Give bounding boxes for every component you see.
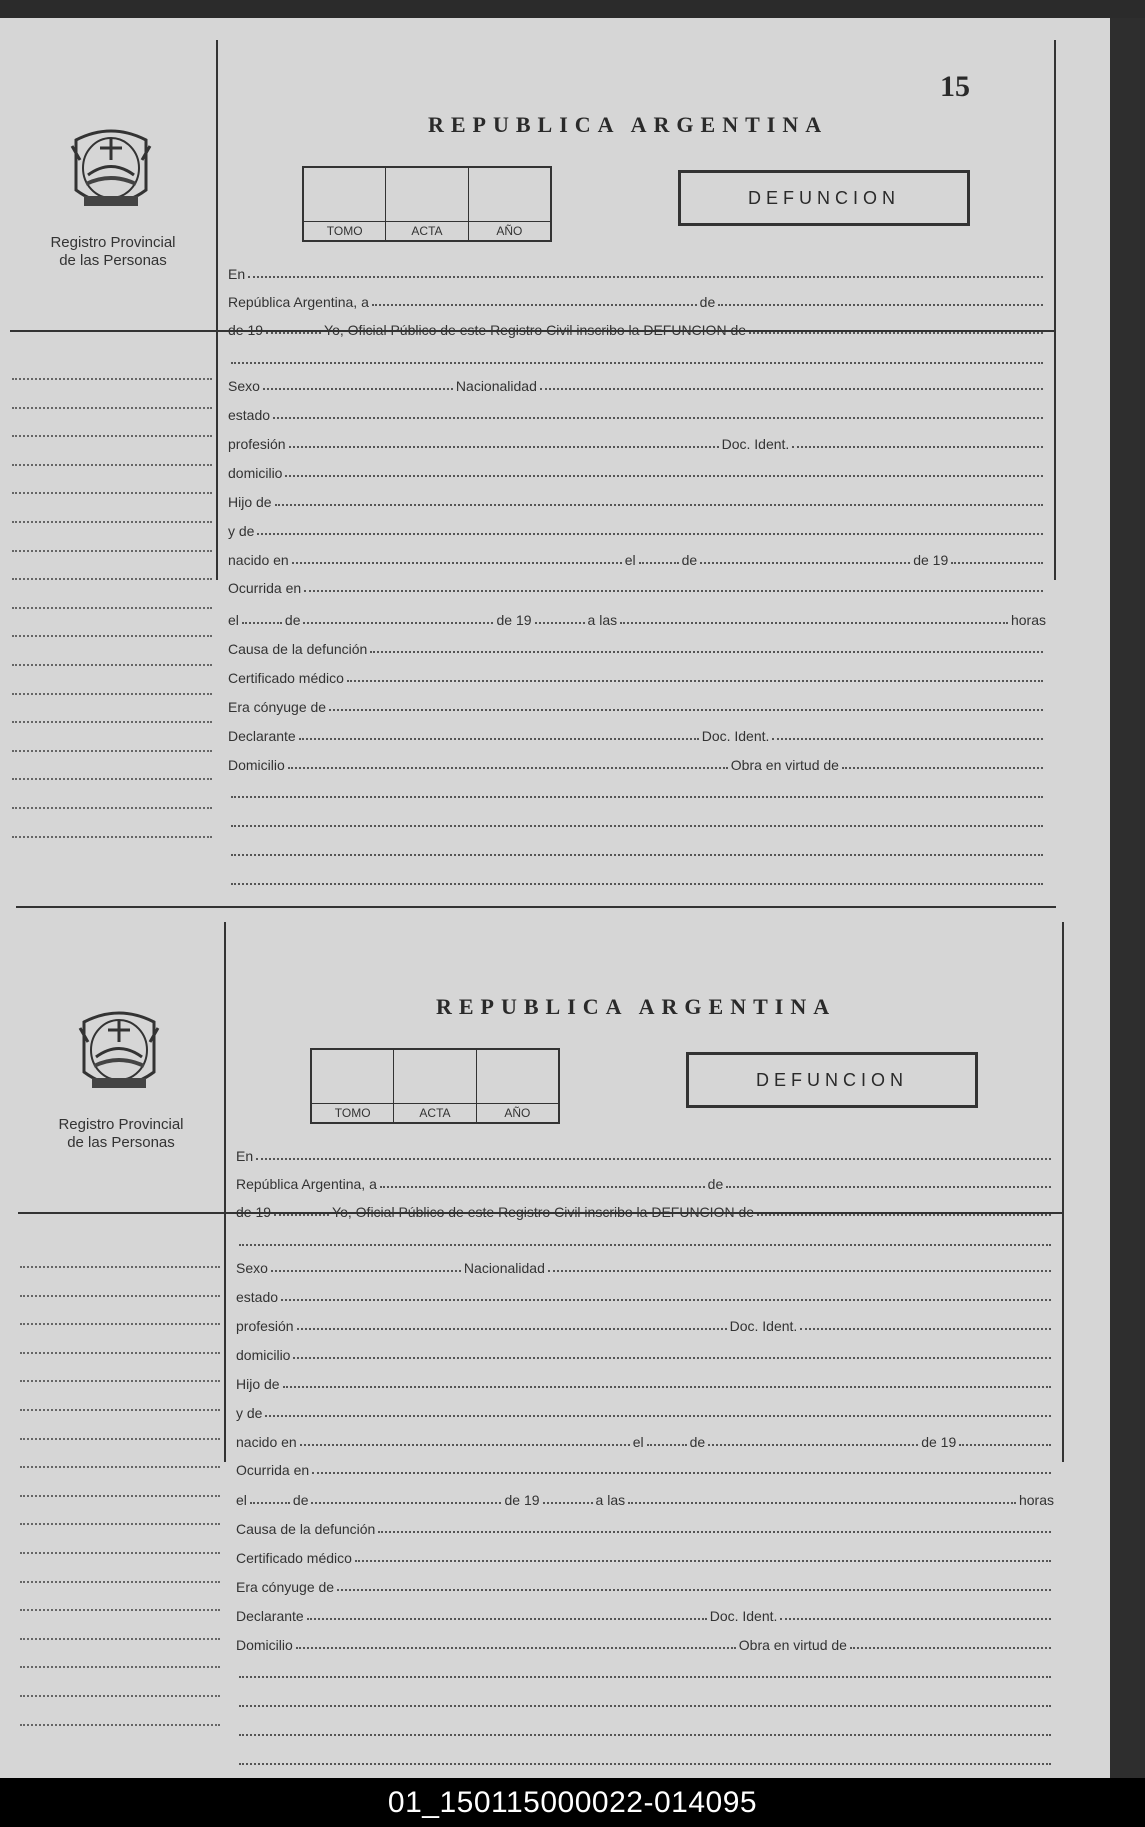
fill-in-line[interactable] bbox=[239, 1763, 1051, 1765]
fill-in-line[interactable] bbox=[266, 332, 321, 334]
fill-in-line[interactable] bbox=[256, 1158, 1051, 1160]
fill-in-line[interactable] bbox=[304, 590, 1043, 592]
form1-margin-line[interactable] bbox=[12, 607, 212, 609]
form2-lower-row-8 bbox=[236, 1720, 1054, 1740]
declarante-label: Declarante bbox=[228, 728, 296, 744]
fill-in-line[interactable] bbox=[303, 622, 493, 624]
fill-in-line[interactable] bbox=[639, 562, 679, 564]
a-las-label: a las bbox=[595, 1492, 626, 1508]
acta-cell[interactable] bbox=[386, 168, 468, 240]
fill-in-line[interactable] bbox=[347, 680, 1043, 682]
form1-margin-line[interactable] bbox=[12, 550, 212, 552]
fill-in-line[interactable] bbox=[250, 1502, 290, 1504]
de19-label: de 19 bbox=[921, 1434, 957, 1450]
de19-label: de 19 bbox=[504, 1492, 540, 1508]
anio-cell[interactable] bbox=[469, 168, 550, 240]
fill-in-line[interactable] bbox=[780, 1618, 1051, 1620]
declarante-label: Declarante bbox=[236, 1608, 304, 1624]
form2-margin-line[interactable] bbox=[20, 1552, 220, 1554]
form1-margin-line[interactable] bbox=[12, 807, 212, 809]
certificado-label: Certificado médico bbox=[236, 1550, 352, 1566]
form2-margin-line[interactable] bbox=[20, 1323, 220, 1325]
form2-row-2 bbox=[236, 1200, 1054, 1220]
form1-lower-row-3 bbox=[228, 695, 1046, 715]
tomo-cell[interactable] bbox=[312, 1050, 394, 1122]
fill-in-line[interactable] bbox=[540, 388, 1043, 390]
fill-in-line[interactable] bbox=[337, 1589, 1051, 1591]
form2-lower-row-3 bbox=[236, 1575, 1054, 1595]
form1-row-1 bbox=[228, 290, 1046, 310]
page-number: 15 bbox=[940, 70, 970, 103]
tomo-label: TOMO bbox=[304, 221, 385, 238]
fill-in-line[interactable] bbox=[620, 622, 1008, 624]
form1-left-rule bbox=[216, 40, 218, 580]
de-label: de bbox=[689, 1434, 706, 1450]
fill-in-line[interactable] bbox=[951, 562, 1043, 564]
nacionalidad-label: Nacionalidad bbox=[463, 1260, 545, 1276]
form1-lower-row-7 bbox=[228, 811, 1046, 831]
registry-line-2: de las Personas bbox=[67, 1134, 175, 1151]
fill-in-line[interactable] bbox=[239, 1244, 1051, 1246]
form2-row-4 bbox=[236, 1256, 1054, 1276]
de-label: de bbox=[707, 1176, 724, 1192]
estado-label: estado bbox=[228, 407, 271, 423]
form1-margin-line[interactable] bbox=[12, 492, 212, 494]
estado-label: estado bbox=[236, 1289, 279, 1305]
el-label: el bbox=[236, 1492, 247, 1508]
form2-row-5 bbox=[236, 1285, 1054, 1305]
fill-in-line[interactable] bbox=[372, 304, 697, 306]
y-de-label: y de bbox=[228, 523, 255, 539]
el-label: el bbox=[228, 612, 239, 628]
form2-lower-row-6 bbox=[236, 1662, 1054, 1682]
fill-in-line[interactable] bbox=[307, 1618, 707, 1620]
de19-label: de 19 bbox=[236, 1204, 272, 1220]
form2-margin-line[interactable] bbox=[20, 1352, 220, 1354]
domicilio2-label: Domicilio bbox=[228, 757, 285, 773]
fill-in-line[interactable] bbox=[708, 1444, 918, 1446]
fill-in-line[interactable] bbox=[275, 504, 1043, 506]
fill-in-line[interactable] bbox=[293, 1357, 1051, 1359]
form1-registry-label bbox=[28, 234, 198, 270]
fill-in-line[interactable] bbox=[772, 738, 1043, 740]
form1-lower-row-8 bbox=[228, 840, 1046, 860]
registry-line-1: Registro Provincial bbox=[58, 1116, 184, 1133]
acta-label: ACTA bbox=[386, 221, 467, 238]
fill-in-line[interactable] bbox=[329, 709, 1043, 711]
fill-in-line[interactable] bbox=[239, 1705, 1051, 1707]
de19-label: de 19 bbox=[913, 552, 949, 568]
fill-in-line[interactable] bbox=[299, 738, 699, 740]
fill-in-line[interactable] bbox=[288, 767, 728, 769]
form2-margin-line[interactable] bbox=[20, 1295, 220, 1297]
form2-doc-type-box: DEFUNCION bbox=[686, 1052, 978, 1108]
form1-margin-line[interactable] bbox=[12, 693, 212, 695]
form1-row-11 bbox=[228, 576, 1046, 596]
form2-margin-line[interactable] bbox=[20, 1523, 220, 1525]
anio-cell[interactable] bbox=[477, 1050, 558, 1122]
form1-margin-line[interactable] bbox=[12, 407, 212, 409]
form2-row-7 bbox=[236, 1343, 1054, 1363]
form2-lower-row-4 bbox=[236, 1604, 1054, 1624]
obra-label: Obra en virtud de bbox=[738, 1637, 847, 1653]
form1-row-0 bbox=[228, 262, 1046, 282]
doc-ident-label: Doc. Ident. bbox=[729, 1318, 798, 1334]
form2-margin-line[interactable] bbox=[20, 1581, 220, 1583]
fill-in-line[interactable] bbox=[231, 854, 1043, 856]
fill-in-line[interactable] bbox=[628, 1502, 1016, 1504]
el-label: el bbox=[624, 552, 636, 568]
form2-lower-row-7 bbox=[236, 1691, 1054, 1711]
form2-margin-line[interactable] bbox=[20, 1409, 220, 1411]
fill-in-line[interactable] bbox=[292, 562, 622, 564]
de-label: de bbox=[699, 294, 716, 310]
y-de-label: y de bbox=[236, 1405, 263, 1421]
form2-lower-row-2 bbox=[236, 1546, 1054, 1566]
form1-row-6 bbox=[228, 432, 1046, 452]
form1-margin-line[interactable] bbox=[12, 521, 212, 523]
form2-country-title: REPUBLICA ARGENTINA bbox=[436, 994, 837, 1019]
sexo-label: Sexo bbox=[236, 1260, 268, 1276]
form1-row-10 bbox=[228, 548, 1046, 568]
horas-label: horas bbox=[1010, 612, 1046, 628]
form1-lower-row-4 bbox=[228, 724, 1046, 744]
fill-in-line[interactable] bbox=[285, 475, 1043, 477]
form2-margin-line[interactable] bbox=[20, 1380, 220, 1382]
hijo-de-label: Hijo de bbox=[228, 494, 272, 510]
form1-row-4 bbox=[228, 374, 1046, 394]
nacionalidad-label: Nacionalidad bbox=[455, 378, 537, 394]
causa-label: Causa de la defunción bbox=[228, 641, 368, 657]
form1-margin-line[interactable] bbox=[12, 378, 212, 380]
fill-in-line[interactable] bbox=[239, 1734, 1051, 1736]
fill-in-line[interactable] bbox=[231, 362, 1043, 364]
doc-ident-label: Doc. Ident. bbox=[721, 436, 790, 452]
fill-in-line[interactable] bbox=[248, 276, 1043, 278]
form2-lower-row-1 bbox=[236, 1517, 1054, 1537]
form1-margin-line[interactable] bbox=[12, 750, 212, 752]
fill-in-line[interactable] bbox=[800, 1328, 1051, 1330]
form1-margin-line[interactable] bbox=[12, 578, 212, 580]
fill-in-line[interactable] bbox=[380, 1186, 705, 1188]
domicilio-label: domicilio bbox=[236, 1347, 291, 1363]
fill-in-line[interactable] bbox=[370, 651, 1043, 653]
fill-in-line[interactable] bbox=[257, 533, 1043, 535]
fill-in-line[interactable] bbox=[355, 1560, 1051, 1562]
fill-in-line[interactable] bbox=[265, 1415, 1051, 1417]
domicilio-label: domicilio bbox=[228, 465, 283, 481]
form1-row-8 bbox=[228, 490, 1046, 510]
ocurrida-en-label: Ocurrida en bbox=[228, 580, 302, 596]
form2-row-11 bbox=[236, 1458, 1054, 1478]
form2-margin-line[interactable] bbox=[20, 1724, 220, 1726]
fill-in-line[interactable] bbox=[700, 562, 910, 564]
form2-row-8 bbox=[236, 1372, 1054, 1392]
form2-margin-line[interactable] bbox=[20, 1438, 220, 1440]
form2-tomo-acta-anio-box bbox=[310, 1048, 560, 1124]
form2-row-9 bbox=[236, 1401, 1054, 1421]
form1-country-title: REPUBLICA ARGENTINA bbox=[428, 112, 829, 137]
fill-in-line[interactable] bbox=[647, 1444, 687, 1446]
fill-in-line[interactable] bbox=[263, 388, 453, 390]
form1-margin-line[interactable] bbox=[12, 836, 212, 838]
acta-label: ACTA bbox=[394, 1103, 475, 1120]
form1-row-7 bbox=[228, 461, 1046, 481]
form1-margin-line[interactable] bbox=[12, 778, 212, 780]
form2-lower-row-0 bbox=[236, 1488, 1054, 1508]
de19-label: de 19 bbox=[496, 612, 532, 628]
domicilio2-label: Domicilio bbox=[236, 1637, 293, 1653]
en-label: En bbox=[236, 1148, 254, 1164]
form2-margin-line[interactable] bbox=[20, 1638, 220, 1640]
form2-right-rule bbox=[1062, 922, 1064, 1462]
fill-in-line[interactable] bbox=[749, 332, 1043, 334]
form1-seal-icon bbox=[66, 120, 156, 220]
ocurrida-en-label: Ocurrida en bbox=[236, 1462, 310, 1478]
fill-in-line[interactable] bbox=[757, 1214, 1051, 1216]
fill-in-line[interactable] bbox=[311, 1502, 501, 1504]
de-label: de bbox=[292, 1492, 309, 1508]
republica-label: República Argentina, a bbox=[236, 1176, 377, 1192]
fill-in-line[interactable] bbox=[718, 304, 1043, 306]
sexo-label: Sexo bbox=[228, 378, 260, 394]
fill-in-line[interactable] bbox=[300, 1444, 630, 1446]
el-label: el bbox=[632, 1434, 644, 1450]
form2-lower-row-5 bbox=[236, 1633, 1054, 1653]
form1-row-9 bbox=[228, 519, 1046, 539]
fill-in-line[interactable] bbox=[273, 417, 1043, 419]
form2-row-6 bbox=[236, 1314, 1054, 1334]
form1-row-3 bbox=[228, 348, 1046, 368]
fill-in-line[interactable] bbox=[535, 622, 585, 624]
anio-label: AÑO bbox=[469, 221, 550, 238]
form1-lower-row-1 bbox=[228, 637, 1046, 657]
de-label: de bbox=[284, 612, 301, 628]
fill-in-line[interactable] bbox=[850, 1647, 1051, 1649]
scan-top-border bbox=[0, 0, 1145, 18]
certificado-label: Certificado médico bbox=[228, 670, 344, 686]
hijo-de-label: Hijo de bbox=[236, 1376, 280, 1392]
form2-row-10 bbox=[236, 1430, 1054, 1450]
form2-margin-line[interactable] bbox=[20, 1495, 220, 1497]
form1-doc-type-box: DEFUNCION bbox=[678, 170, 970, 226]
obra-label: Obra en virtud de bbox=[730, 757, 839, 773]
fill-in-line[interactable] bbox=[231, 883, 1043, 885]
fill-in-line[interactable] bbox=[842, 767, 1043, 769]
causa-label: Causa de la defunción bbox=[236, 1521, 376, 1537]
en-label: En bbox=[228, 266, 246, 282]
form2-left-rule bbox=[224, 922, 226, 1462]
form2-margin-line[interactable] bbox=[20, 1666, 220, 1668]
form2-seal-icon bbox=[74, 1002, 164, 1102]
form2-margin-line[interactable] bbox=[20, 1466, 220, 1468]
form1-row-5 bbox=[228, 403, 1046, 423]
book-binding-edge bbox=[1108, 18, 1145, 1778]
profesion-label: profesión bbox=[228, 436, 286, 452]
form2-margin-line[interactable] bbox=[20, 1609, 220, 1611]
fill-in-line[interactable] bbox=[239, 1676, 1051, 1678]
fill-in-line[interactable] bbox=[283, 1386, 1051, 1388]
form1-margin-line[interactable] bbox=[12, 435, 212, 437]
fill-in-line[interactable] bbox=[548, 1270, 1051, 1272]
horas-label: horas bbox=[1018, 1492, 1054, 1508]
form2-row-3 bbox=[236, 1230, 1054, 1250]
fill-in-line[interactable] bbox=[274, 1214, 329, 1216]
form2-lower-row-9 bbox=[236, 1749, 1054, 1769]
form1-lower-row-0 bbox=[228, 608, 1046, 628]
fill-in-line[interactable] bbox=[281, 1299, 1051, 1301]
nacido-en-label: nacido en bbox=[228, 552, 289, 568]
registry-line-2: de las Personas bbox=[59, 252, 167, 269]
form1-margin-line[interactable] bbox=[12, 721, 212, 723]
form1-margin-line[interactable] bbox=[12, 635, 212, 637]
form1-margin-line[interactable] bbox=[12, 664, 212, 666]
tomo-cell[interactable] bbox=[304, 168, 386, 240]
fill-in-line[interactable] bbox=[792, 446, 1043, 448]
de19-label: de 19 bbox=[228, 322, 264, 338]
form2-row-1 bbox=[236, 1172, 1054, 1192]
fill-in-line[interactable] bbox=[231, 796, 1043, 798]
form1-lower-row-9 bbox=[228, 869, 1046, 889]
doc-ident-label: Doc. Ident. bbox=[709, 1608, 778, 1624]
fill-in-line[interactable] bbox=[231, 825, 1043, 827]
nacido-en-label: nacido en bbox=[236, 1434, 297, 1450]
fill-in-line[interactable] bbox=[242, 622, 282, 624]
fill-in-line[interactable] bbox=[297, 1328, 727, 1330]
form2-margin-line[interactable] bbox=[20, 1695, 220, 1697]
doc-ident-label: Doc. Ident. bbox=[701, 728, 770, 744]
conyuge-label: Era cónyuge de bbox=[228, 699, 327, 715]
form1-bottom-rule bbox=[16, 906, 1056, 908]
profesion-label: profesión bbox=[236, 1318, 294, 1334]
scan-id-footer: 01_150115000022-014095 bbox=[0, 1778, 1145, 1827]
form1-tomo-acta-anio-box bbox=[302, 166, 552, 242]
form1-margin-line[interactable] bbox=[12, 464, 212, 466]
fill-in-line[interactable] bbox=[289, 446, 719, 448]
yo-label: Yo, Oficial Público de este Registro Civil inscribo la DEFUNCION de bbox=[324, 322, 747, 338]
fill-in-line[interactable] bbox=[378, 1531, 1051, 1533]
yo-label: Yo, Oficial Público de este Registro Civil inscribo la DEFUNCION de bbox=[332, 1204, 755, 1220]
form2-row-0 bbox=[236, 1144, 1054, 1164]
form2-registry-label bbox=[36, 1116, 206, 1152]
form1-right-rule bbox=[1054, 40, 1056, 580]
de-label: de bbox=[681, 552, 698, 568]
republica-label: República Argentina, a bbox=[228, 294, 369, 310]
form1-lower-row-2 bbox=[228, 666, 1046, 686]
form1-lower-row-5 bbox=[228, 753, 1046, 773]
form1-row-2 bbox=[228, 318, 1046, 338]
fill-in-line[interactable] bbox=[296, 1647, 736, 1649]
conyuge-label: Era cónyuge de bbox=[236, 1579, 335, 1595]
fill-in-line[interactable] bbox=[959, 1444, 1051, 1446]
form2-margin-line[interactable] bbox=[20, 1266, 220, 1268]
a-las-label: a las bbox=[587, 612, 618, 628]
fill-in-line[interactable] bbox=[543, 1502, 593, 1504]
tomo-label: TOMO bbox=[312, 1103, 393, 1120]
register-page bbox=[0, 18, 1110, 1778]
form1-lower-row-6 bbox=[228, 782, 1046, 802]
anio-label: AÑO bbox=[477, 1103, 558, 1120]
fill-in-line[interactable] bbox=[271, 1270, 461, 1272]
fill-in-line[interactable] bbox=[312, 1472, 1051, 1474]
registry-line-1: Registro Provincial bbox=[50, 234, 176, 251]
fill-in-line[interactable] bbox=[726, 1186, 1051, 1188]
acta-cell[interactable] bbox=[394, 1050, 476, 1122]
